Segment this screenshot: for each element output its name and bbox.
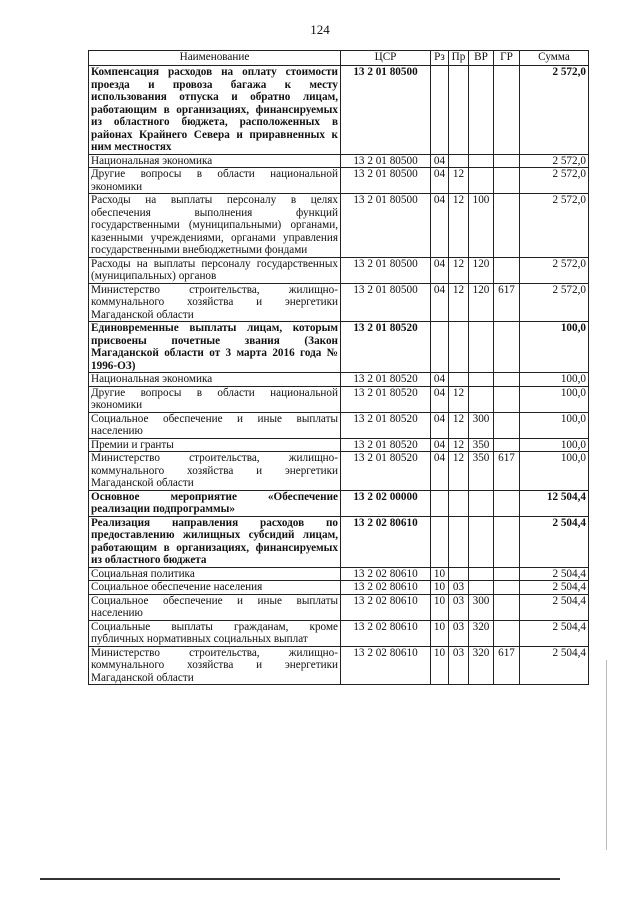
cell-rz: 04: [431, 452, 449, 491]
cell-vr: [469, 386, 494, 412]
cell-sum: 2 504,4: [520, 581, 589, 595]
cell-sum: 2 504,4: [520, 620, 589, 646]
cell-vr: [469, 373, 494, 387]
header-name: Наименование: [89, 51, 341, 66]
cell-vr: 320: [469, 646, 494, 685]
table-header: [89, 51, 589, 66]
cell-sum: 12 504,4: [520, 490, 589, 516]
cell-name: Министерство строительства, жилищно-коммунального хозяйства и энергетики Магаданской области: [89, 283, 341, 322]
cell-sum: 100,0: [520, 322, 589, 373]
cell-rz: [431, 66, 449, 155]
table-row: [89, 168, 589, 194]
table-row: [89, 452, 589, 491]
cell-pr: [449, 322, 469, 373]
cell-pr: [449, 516, 469, 567]
page-number: 124: [310, 22, 330, 37]
cell-pr: 03: [449, 594, 469, 620]
cell-sum: 2 572,0: [520, 257, 589, 283]
cell-gr: [494, 581, 520, 595]
budget-table: [88, 50, 589, 685]
header-gr: ГР: [494, 51, 520, 66]
footer-rule: [40, 878, 560, 880]
cell-name: Премии и гранты: [89, 438, 341, 452]
cell-gr: [494, 154, 520, 168]
cell-sum: 2 504,4: [520, 567, 589, 581]
cell-gr: [494, 594, 520, 620]
cell-csr: 13 2 02 80610: [341, 581, 431, 595]
cell-csr: 13 2 01 80500: [341, 154, 431, 168]
cell-sum: 100,0: [520, 386, 589, 412]
cell-vr: [469, 154, 494, 168]
cell-name: Национальная экономика: [89, 373, 341, 387]
cell-name: Министерство строительства, жилищно-коммунального хозяйства и энергетики Магаданской области: [89, 452, 341, 491]
cell-gr: 617: [494, 283, 520, 322]
cell-name: Другие вопросы в области национальной экономики: [89, 386, 341, 412]
cell-name: Расходы на выплаты персоналу государственных (муниципальных) органов: [89, 257, 341, 283]
cell-csr: 13 2 01 80500: [341, 283, 431, 322]
cell-gr: [494, 412, 520, 438]
header-pr: Пр: [449, 51, 469, 66]
cell-rz: 10: [431, 567, 449, 581]
cell-csr: 13 2 02 80610: [341, 516, 431, 567]
table-row: [89, 154, 589, 168]
margin-line: [606, 660, 607, 850]
cell-gr: 617: [494, 452, 520, 491]
table-row: [89, 620, 589, 646]
cell-rz: 10: [431, 594, 449, 620]
table-row: [89, 581, 589, 595]
table-row: [89, 490, 589, 516]
cell-csr: 13 2 01 80500: [341, 257, 431, 283]
cell-gr: [494, 257, 520, 283]
cell-name: Основное мероприятие «Обеспечение реализации подпрограммы»: [89, 490, 341, 516]
cell-csr: 13 2 02 80610: [341, 620, 431, 646]
cell-csr: 13 2 01 80500: [341, 168, 431, 194]
cell-pr: 12: [449, 452, 469, 491]
cell-gr: [494, 386, 520, 412]
table-row: [89, 283, 589, 322]
cell-rz: 04: [431, 373, 449, 387]
cell-name: Социальная политика: [89, 567, 341, 581]
cell-csr: 13 2 02 80610: [341, 567, 431, 581]
cell-name: Национальная экономика: [89, 154, 341, 168]
table-row: [89, 386, 589, 412]
header-vr: ВР: [469, 51, 494, 66]
cell-pr: [449, 373, 469, 387]
cell-name: Единовременные выплаты лицам, которым присвоены почетные звания (Закон Магаданской области от 3 марта 2016 года № 1996-ОЗ): [89, 322, 341, 373]
cell-pr: 12: [449, 168, 469, 194]
cell-rz: 04: [431, 154, 449, 168]
cell-sum: 100,0: [520, 373, 589, 387]
table-row: [89, 438, 589, 452]
cell-csr: 13 2 02 80610: [341, 594, 431, 620]
cell-vr: [469, 581, 494, 595]
cell-sum: 2 572,0: [520, 154, 589, 168]
cell-name: Социальное обеспечение населения: [89, 581, 341, 595]
cell-name: Расходы на выплаты персоналу в целях обеспечения выполнения функций государственными (муниципальными) органами, казенными учреждениями, органами управления государственными внебюджетными фондами: [89, 194, 341, 258]
cell-rz: [431, 490, 449, 516]
table-row: [89, 257, 589, 283]
cell-vr: 350: [469, 438, 494, 452]
cell-gr: [494, 168, 520, 194]
table-row: [89, 567, 589, 581]
cell-gr: [494, 490, 520, 516]
cell-rz: 04: [431, 168, 449, 194]
cell-csr: 13 2 02 00000: [341, 490, 431, 516]
cell-csr: 13 2 01 80520: [341, 452, 431, 491]
cell-sum: 2 572,0: [520, 66, 589, 155]
table-row: [89, 194, 589, 258]
cell-csr: 13 2 01 80520: [341, 438, 431, 452]
cell-sum: 2 572,0: [520, 168, 589, 194]
table-row: [89, 322, 589, 373]
cell-pr: [449, 154, 469, 168]
cell-name: Социальные выплаты гражданам, кроме публичных нормативных социальных выплат: [89, 620, 341, 646]
cell-name: Компенсация расходов на оплату стоимости проезда и провоза багажа к месту использования отпуска и обратно лицам, работающим в организациях, финансируемых из областного бюджета, расположенных в районах Крайнего Севера и приравненных к ним местностях: [89, 66, 341, 155]
header-csr: ЦСР: [341, 51, 431, 66]
header-sum: Сумма: [520, 51, 589, 66]
cell-csr: 13 2 01 80520: [341, 322, 431, 373]
cell-gr: [494, 567, 520, 581]
cell-rz: 10: [431, 620, 449, 646]
table-body: [89, 66, 589, 685]
cell-vr: [469, 168, 494, 194]
cell-rz: 04: [431, 386, 449, 412]
cell-sum: 100,0: [520, 438, 589, 452]
cell-rz: 04: [431, 438, 449, 452]
cell-sum: 2 504,4: [520, 516, 589, 567]
cell-sum: 2 572,0: [520, 283, 589, 322]
table-row: [89, 594, 589, 620]
cell-csr: 13 2 02 80610: [341, 646, 431, 685]
cell-sum: 2 572,0: [520, 194, 589, 258]
cell-gr: [494, 438, 520, 452]
cell-vr: [469, 490, 494, 516]
cell-rz: 04: [431, 283, 449, 322]
cell-csr: 13 2 01 80520: [341, 373, 431, 387]
cell-rz: 04: [431, 194, 449, 258]
cell-pr: 03: [449, 581, 469, 595]
cell-vr: 120: [469, 257, 494, 283]
cell-rz: 10: [431, 581, 449, 595]
cell-pr: 03: [449, 620, 469, 646]
cell-name: Социальное обеспечение и иные выплаты населению: [89, 412, 341, 438]
cell-rz: [431, 322, 449, 373]
cell-pr: [449, 567, 469, 581]
cell-gr: [494, 66, 520, 155]
cell-pr: [449, 490, 469, 516]
table-row: [89, 66, 589, 155]
cell-csr: 13 2 01 80500: [341, 194, 431, 258]
cell-rz: 04: [431, 412, 449, 438]
table-row: [89, 412, 589, 438]
cell-csr: 13 2 01 80520: [341, 412, 431, 438]
cell-rz: 10: [431, 646, 449, 685]
cell-pr: 12: [449, 194, 469, 258]
cell-pr: 12: [449, 412, 469, 438]
cell-vr: 320: [469, 620, 494, 646]
table-row: [89, 646, 589, 685]
cell-vr: 300: [469, 412, 494, 438]
cell-gr: [494, 322, 520, 373]
cell-pr: 12: [449, 438, 469, 452]
cell-csr: 13 2 01 80520: [341, 386, 431, 412]
table-row: [89, 373, 589, 387]
cell-sum: 2 504,4: [520, 594, 589, 620]
cell-pr: 12: [449, 283, 469, 322]
cell-name: Социальное обеспечение и иные выплаты населению: [89, 594, 341, 620]
cell-vr: 100: [469, 194, 494, 258]
cell-gr: 617: [494, 646, 520, 685]
cell-sum: 100,0: [520, 412, 589, 438]
cell-gr: [494, 516, 520, 567]
cell-pr: 03: [449, 646, 469, 685]
cell-rz: 04: [431, 257, 449, 283]
cell-csr: 13 2 01 80500: [341, 66, 431, 155]
table-row: [89, 516, 589, 567]
cell-vr: 120: [469, 283, 494, 322]
cell-name: Министерство строительства, жилищно-коммунального хозяйства и энергетики Магаданской области: [89, 646, 341, 685]
cell-pr: [449, 66, 469, 155]
cell-gr: [494, 373, 520, 387]
cell-pr: 12: [449, 386, 469, 412]
cell-pr: 12: [449, 257, 469, 283]
cell-sum: 2 504,4: [520, 646, 589, 685]
cell-name: Другие вопросы в области национальной экономики: [89, 168, 341, 194]
cell-vr: [469, 66, 494, 155]
cell-vr: 350: [469, 452, 494, 491]
cell-gr: [494, 194, 520, 258]
cell-name: Реализация направления расходов по предоставлению жилищных субсидий лицам, работающим в организациях, финансируемых из областного бюджета: [89, 516, 341, 567]
cell-rz: [431, 516, 449, 567]
cell-gr: [494, 620, 520, 646]
cell-vr: [469, 516, 494, 567]
cell-vr: 300: [469, 594, 494, 620]
header-rz: Рз: [431, 51, 449, 66]
cell-vr: [469, 322, 494, 373]
cell-sum: 100,0: [520, 452, 589, 491]
cell-vr: [469, 567, 494, 581]
